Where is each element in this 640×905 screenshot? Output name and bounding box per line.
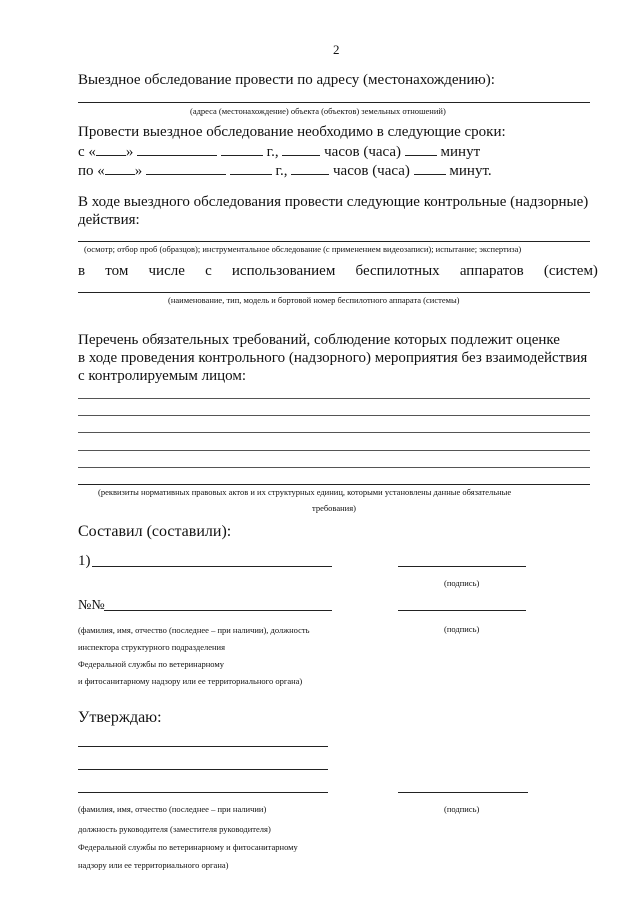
compiled-item-nn: №№: [78, 598, 105, 613]
inspector-caption-line3: Федеральной службы по ветеринарному: [78, 659, 225, 669]
drone-word: с: [205, 263, 212, 279]
terms-from-minutes-field[interactable]: [405, 141, 437, 156]
terms-to-year-suffix: г.,: [275, 163, 288, 179]
terms-from-year-suffix: г.,: [266, 144, 279, 160]
inspector-caption-line1: (фамилия, имя, отчество (последнее – при наличии), должность: [78, 625, 310, 635]
head-caption-line4: надзору или ее территориального органа): [78, 860, 229, 870]
terms-to-minutes-field[interactable]: [414, 160, 446, 175]
drone-word: том: [105, 263, 129, 279]
terms-from-year-field[interactable]: [221, 141, 263, 156]
requirements-line: [78, 432, 590, 433]
terms-from-day-field[interactable]: [96, 141, 126, 156]
compiled-item1-number: 1): [78, 553, 91, 569]
drone-word: (систем): [543, 263, 598, 279]
approve-line: [78, 746, 328, 747]
head-caption-line3: Федеральной службы по ветеринарному и фитосанитарному: [78, 842, 298, 852]
requirements-heading-line2: в ходе проведения контрольного (надзорного) мероприятия без взаимодействия: [78, 350, 588, 366]
actions-heading-line2: действия:: [78, 212, 140, 228]
compiled-heading: Составил (составили):: [78, 523, 232, 540]
requirements-line: [78, 467, 590, 468]
compiled-item-nn-name-line: [104, 610, 332, 611]
terms-to-quote: »: [134, 163, 143, 179]
drone-word: в: [78, 263, 86, 279]
compiled-item1-signature-line: [398, 566, 526, 567]
inspector-caption-line4: и фитосанитарному надзору или ее территориального органа): [78, 676, 303, 686]
terms-from-month-field[interactable]: [137, 141, 217, 156]
terms-to-prefix: по «: [78, 163, 105, 179]
terms-from-minutes-label: минут: [440, 144, 481, 160]
actions-line: [78, 241, 590, 242]
approve-line: [78, 769, 328, 770]
compiled-item1-name-line: [92, 566, 332, 567]
approve-signature-line: [398, 792, 528, 793]
terms-from-hours-label: часов (часа): [324, 144, 402, 160]
terms-from-prefix: с «: [78, 144, 96, 160]
terms-to-row: [78, 160, 492, 181]
address-line: [78, 102, 590, 103]
terms-from-quote: »: [125, 144, 134, 160]
approve-signature-caption: (подпись): [444, 804, 480, 814]
actions-heading-line1: В ходе выездного обследования провести следующие контрольные (надзорные): [78, 194, 589, 210]
drone-word: аппаратов: [459, 263, 524, 279]
terms-to-hours-label: часов (часа): [333, 163, 410, 179]
terms-heading: Провести выездное обследование необходимо в следующие сроки:: [78, 124, 506, 140]
requirements-line: [78, 484, 590, 485]
head-caption-line2: должность руководителя (заместителя руководителя): [78, 824, 271, 834]
page-number: 2: [333, 42, 340, 57]
compiled-signature-caption1: (подпись): [444, 578, 480, 588]
terms-from-row: [78, 141, 480, 162]
terms-to-minutes-label: минут.: [449, 163, 492, 179]
terms-to-month-field[interactable]: [146, 160, 226, 175]
compiled-signature-caption2: (подпись): [444, 624, 480, 634]
address-heading: Выездное обследование провести по адресу (местонахождению):: [78, 72, 495, 88]
address-caption: (адреса (местонахождение) объекта (объектов) земельных отношений): [190, 106, 446, 116]
approve-heading: Утверждаю:: [78, 709, 162, 726]
compiled-item-nn-signature-line: [398, 610, 526, 611]
requirements-heading-line3: с контролируемым лицом:: [78, 368, 247, 384]
drone-line: [78, 292, 590, 293]
terms-to-day-field[interactable]: [105, 160, 135, 175]
drone-word: использованием: [231, 263, 336, 279]
requirements-line: [78, 415, 590, 416]
drone-row: [78, 261, 598, 281]
drone-caption: (наименование, тип, модель и бортовой номер беспилотного аппарата (системы): [168, 295, 460, 305]
actions-caption: (осмотр; отбор проб (образцов); инструментальное обследование (с применением видеозаписи); испытание; экспертиза): [84, 244, 522, 254]
requirements-heading-line1: Перечень обязательных требований, соблюдение которых подлежит оценке: [78, 332, 560, 348]
drone-word: числе: [148, 263, 185, 279]
inspector-caption-line2: инспектора структурного подразделения: [78, 642, 225, 652]
requirements-caption-line1: (реквизиты нормативных правовых актов и их структурных единиц, которыми установлены данные обязательные: [98, 487, 512, 497]
approve-line: [78, 792, 328, 793]
head-caption-line1: (фамилия, имя, отчество (последнее – при наличии): [78, 804, 267, 814]
requirements-caption-line2: требования): [312, 503, 356, 513]
requirements-line: [78, 398, 590, 399]
terms-to-year-field[interactable]: [230, 160, 272, 175]
terms-to-hours-field[interactable]: [291, 160, 329, 175]
requirements-line: [78, 450, 590, 451]
terms-from-hours-field[interactable]: [282, 141, 320, 156]
drone-word: беспилотных: [355, 263, 440, 279]
